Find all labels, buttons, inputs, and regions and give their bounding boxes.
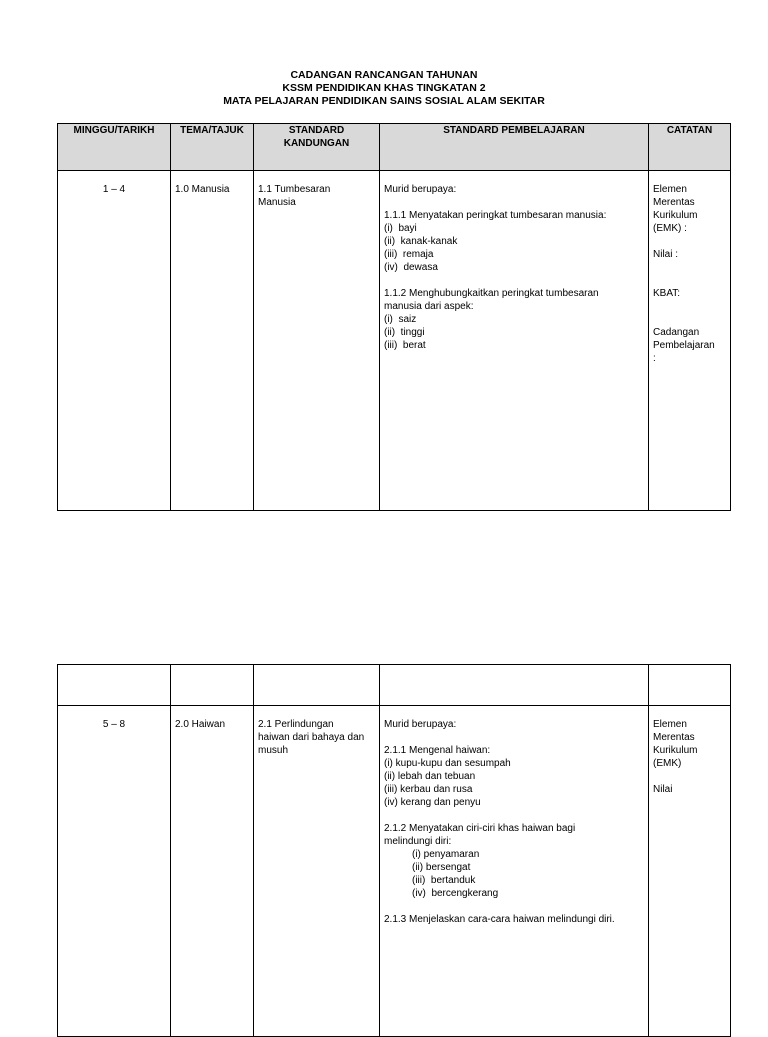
header-standard-kandungan (254, 124, 380, 171)
cell-tema (171, 706, 254, 1037)
table-row (58, 706, 731, 1037)
list-item: (ii) kanak-kanak (384, 236, 458, 247)
table-row (58, 171, 731, 511)
empty-header-cell (58, 665, 171, 706)
list-item: (iii) kerbau dan rusa (384, 784, 473, 795)
kandungan-line: 1.1 Tumbesaran (258, 184, 331, 195)
list-item: (iv) bercengkerang (412, 888, 499, 899)
plan-table-2 (57, 664, 731, 1037)
list-item: (iii) berat (384, 340, 426, 351)
cell-pembelajaran (380, 706, 649, 1037)
list-item: (iv) dewasa (384, 262, 438, 273)
catatan-line: Merentas (653, 197, 695, 208)
catatan-line: : (653, 353, 656, 364)
catatan-line: (EMK) : (653, 223, 687, 234)
catatan-line: Elemen (653, 719, 687, 730)
header-row (58, 124, 731, 171)
list-item: (ii) bersengat (412, 862, 471, 873)
empty-header-cell (649, 665, 731, 706)
standard-title: 2.1.3 Menjelaskan cara-cara haiwan melindungi diri. (384, 914, 615, 925)
list-item: (ii) tinggi (384, 327, 425, 338)
kandungan-line: haiwan dari bahaya dan (258, 732, 365, 743)
catatan-kbat: KBAT: (653, 288, 681, 299)
tema-text: 2.0 Haiwan (175, 719, 226, 730)
standard-title: manusia dari aspek: (384, 301, 474, 312)
cell-catatan (649, 706, 731, 1037)
header-catatan: CATATAN (649, 124, 731, 171)
header-sk-line-2: KANDUNGAN (283, 138, 350, 149)
title-line-2: KSSM PENDIDIKAN KHAS TINGKATAN 2 (282, 82, 486, 94)
list-item: (iii) bertanduk (412, 875, 476, 886)
catatan-nilai: Nilai (653, 784, 673, 795)
document-title (0, 69, 768, 108)
list-item: (iii) remaja (384, 249, 434, 260)
cell-minggu (58, 171, 171, 511)
catatan-line: Cadangan (653, 327, 700, 338)
empty-header-cell (171, 665, 254, 706)
cell-pembelajaran (380, 171, 649, 511)
cell-minggu (58, 706, 171, 1037)
list-item: (i) saiz (384, 314, 417, 325)
title-line-3: MATA PELAJARAN PENDIDIKAN SAINS SOSIAL ALAM SEKITAR (223, 95, 545, 107)
cell-kandungan (254, 706, 380, 1037)
list-item: (iv) kerang dan penyu (384, 797, 481, 808)
list-item: (i) penyamaran (412, 849, 480, 860)
standard-title: 2.1.2 Menyatakan ciri-ciri khas haiwan bagi (384, 823, 576, 834)
standard-title: 1.1.2 Menghubungkaitkan peringkat tumbesaran (384, 288, 599, 299)
cell-tema (171, 171, 254, 511)
header-minggu: MINGGU/TARIKH (58, 124, 171, 171)
intro-text: Murid berupaya: (384, 184, 457, 195)
list-item: (i) kupu-kupu dan sesumpah (384, 758, 511, 769)
catatan-line: Elemen (653, 184, 687, 195)
standard-title: melindungi diri: (384, 836, 452, 847)
catatan-line: Kurikulum (653, 745, 698, 756)
catatan-nilai: Nilai : (653, 249, 679, 260)
list-item: (ii) lebah dan tebuan (384, 771, 476, 782)
list-item: (i) bayi (384, 223, 417, 234)
kandungan-line: Manusia (258, 197, 296, 208)
minggu-text: 1 – 4 (102, 184, 126, 195)
standard-title: 1.1.1 Menyatakan peringkat tumbesaran manusia: (384, 210, 607, 221)
cell-kandungan (254, 171, 380, 511)
header-standard-pembelajaran: STANDARD PEMBELAJARAN (380, 124, 649, 171)
header-tema: TEMA/TAJUK (171, 124, 254, 171)
catatan-line: Pembelajaran (653, 340, 715, 351)
header-row-empty (58, 665, 731, 706)
intro-text: Murid berupaya: (384, 719, 457, 730)
catatan-line: Merentas (653, 732, 695, 743)
kandungan-line: musuh (258, 745, 289, 756)
minggu-text: 5 – 8 (102, 719, 126, 730)
title-line-1: CADANGAN RANCANGAN TAHUNAN (290, 69, 478, 81)
cell-catatan (649, 171, 731, 511)
catatan-line: Kurikulum (653, 210, 698, 221)
empty-header-cell (380, 665, 649, 706)
standard-title: 2.1.1 Mengenal haiwan: (384, 745, 491, 756)
plan-table-1 (57, 123, 731, 511)
tema-text: 1.0 Manusia (175, 184, 230, 195)
header-sk-line-1: STANDARD (288, 125, 345, 136)
empty-header-cell (254, 665, 380, 706)
catatan-line: (EMK) (653, 758, 682, 769)
kandungan-line: 2.1 Perlindungan (258, 719, 334, 730)
